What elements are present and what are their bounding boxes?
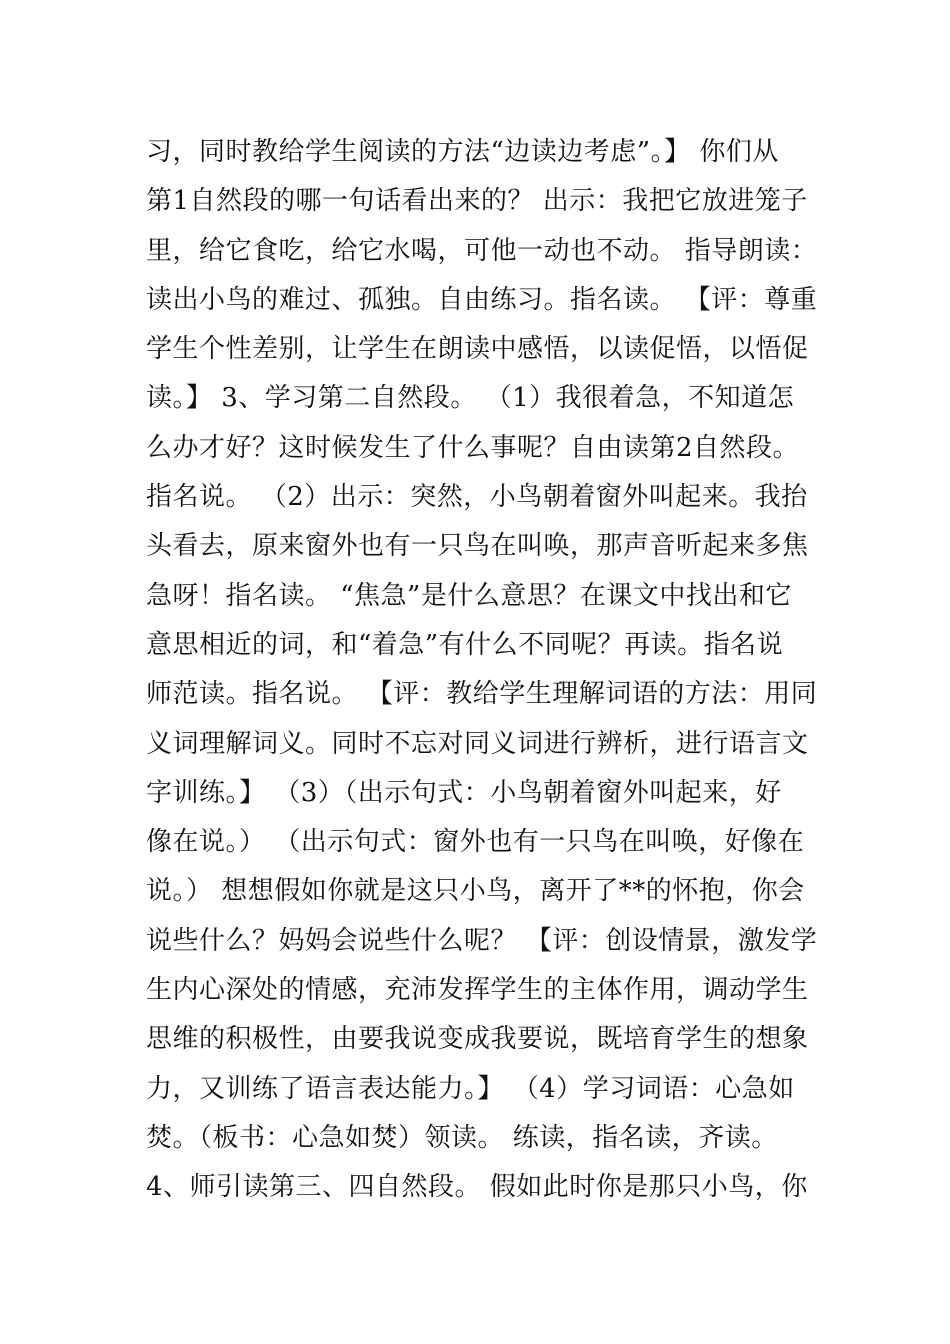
text-line: 读出小鸟的难过、孤独。自由练习。指名读。 【评：尊重 bbox=[146, 284, 818, 315]
text-line: 义词理解词义。同时不忘对同义词进行辨析，进行语言文 bbox=[146, 728, 809, 759]
text-line: 4、师引读第三、四自然段。 假如此时你是那只小鸟，你 bbox=[146, 1172, 808, 1203]
text-line: 指名说。 （2）出示：突然，小鸟朝着窗外叫起来。我抬 bbox=[146, 482, 808, 513]
text-line: 字训练。】 （3）（出示句式：小鸟朝着窗外叫起来，好 bbox=[146, 777, 782, 808]
text-line: 师范读。指名说。 【评：教给学生理解词语的方法：用同 bbox=[146, 679, 818, 710]
text-line: 生内心深处的情感，充沛发挥学生的主体作用，调动学生 bbox=[146, 975, 809, 1006]
text-line: 力，又训练了语言表达能力。】 （4）学习词语：心急如 bbox=[146, 1073, 795, 1104]
text-line: 焚。（板书：心急如焚）领读。 练读，指名读，齐读。 bbox=[146, 1122, 778, 1153]
text-line: 急呀！指名读。 “焦急”是什么意思？在课文中找出和它 bbox=[146, 580, 792, 611]
text-line: 习，同时教给学生阅读的方法“边读边考虑”。】 你们从 bbox=[146, 137, 779, 167]
text-line: 里，给它食吃，给它水喝，可他一动也不动。 指导朗读： bbox=[146, 235, 818, 266]
text-line: 头看去，原来窗外也有一只鸟在叫唤，那声音听起来多焦 bbox=[146, 531, 809, 562]
text-line: 意思相近的词，和“着急”有什么不同呢？再读。指名说 bbox=[146, 629, 784, 660]
text-line: 学生个性差别，让学生在朗读中感悟，以读促悟，以悟促 bbox=[146, 334, 809, 365]
text-line: 么办才好？这时候发生了什么事呢？自由读第2自然段。 bbox=[146, 432, 800, 463]
text-line: 说。） 想想假如你就是这只小鸟，离开了**的怀抱，你会 bbox=[146, 876, 805, 907]
text-line: 说些什么？妈妈会说些什么呢？ 【评：创设情景，激发学 bbox=[146, 925, 818, 956]
text-line: 读。】 3、学习第二自然段。 （1）我很着急，不知道怎 bbox=[146, 383, 795, 414]
text-line: 像在说。） （出示句式：窗外也有一只鸟在叫唤，好像在 bbox=[146, 827, 805, 858]
text-line: 第1自然段的哪一句话看出来的？ 出示：我把它放进笼子 bbox=[146, 186, 808, 217]
text-line: 思维的积极性，由要我说变成我要说，既培育学生的想象 bbox=[146, 1024, 809, 1055]
body-text bbox=[146, 128, 816, 1213]
